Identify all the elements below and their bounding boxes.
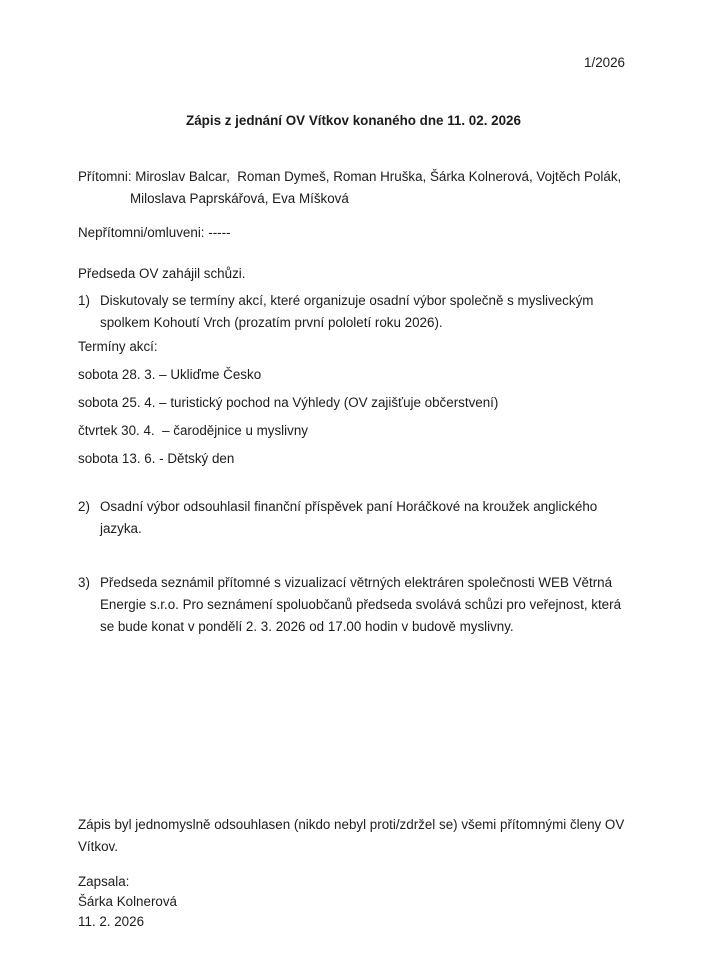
events-heading: Termíny akcí: <box>78 339 158 354</box>
agenda-item-2 <box>78 496 629 540</box>
event-item-2: sobota 25. 4. – turistický pochod na Výhledy (OV zajišťuje občerstvení) <box>78 395 499 410</box>
present-line-1: Přítomni: Miroslav Balcar, Roman Dymeš, Roman Hruška, Šárka Kolnerová, Vojtěch Polák, <box>78 169 622 184</box>
agenda-item-3-number: 3) <box>78 575 90 590</box>
document-title: Zápis z jednání OV Vítkov konaného dne 11. 02. 2026 <box>186 113 521 128</box>
event-item-3: čtvrtek 30. 4. – čarodějnice u myslivny <box>78 423 308 438</box>
event-item-4: sobota 13. 6. - Dětský den <box>78 451 235 466</box>
agenda-item-2-number: 2) <box>78 499 90 514</box>
agenda-item-1-text: Diskutovaly se termíny akcí, které organizuje osadní výbor společně s mysliveckým spolkem Kohoutí Vrch (prozatím první pololetí roku 2026). <box>100 293 598 330</box>
agenda-item-3 <box>78 572 629 638</box>
agenda-item-1 <box>78 290 629 334</box>
agenda-item-3-text: Předseda seznámil přítomné s vizualizací větrných elektráren společnosti WEB Větrná Energie s.r.o. Pro seznámení spoluobčanů předseda svolává schůzi pro veřejnost, která se bude konat v pondělí 2. 3. 2026 od 17.00 hodin v budově myslivny. <box>100 575 625 634</box>
signature-label: Zapsala: <box>78 874 130 889</box>
approval-statement: Zápis byl jednomyslně odsouhlasen (nikdo nebyl proti/zdržel se) všemi přítomnými členy OV Vítkov. <box>78 817 629 854</box>
signature-block <box>78 872 629 932</box>
signature-name: Šárka Kolnerová <box>78 894 177 909</box>
opening-statement: Předseda OV zahájil schůzi. <box>78 266 246 281</box>
attendance-present <box>78 166 629 210</box>
event-item-1: sobota 28. 3. – Ukliďme Česko <box>78 367 262 382</box>
events-list <box>78 364 629 470</box>
present-line-2: Miloslava Paprskářová, Eva Míšková <box>130 191 349 206</box>
agenda-item-1-number: 1) <box>78 293 90 308</box>
attendance-absent: Nepřítomni/omluveni: ----- <box>78 225 231 240</box>
page-number: 1/2026 <box>584 55 625 70</box>
agenda-item-2-text: Osadní výbor odsouhlasil finanční příspěvek paní Horáčkové na kroužek anglického jazyka. <box>100 499 601 536</box>
signature-date: 11. 2. 2026 <box>78 914 145 929</box>
